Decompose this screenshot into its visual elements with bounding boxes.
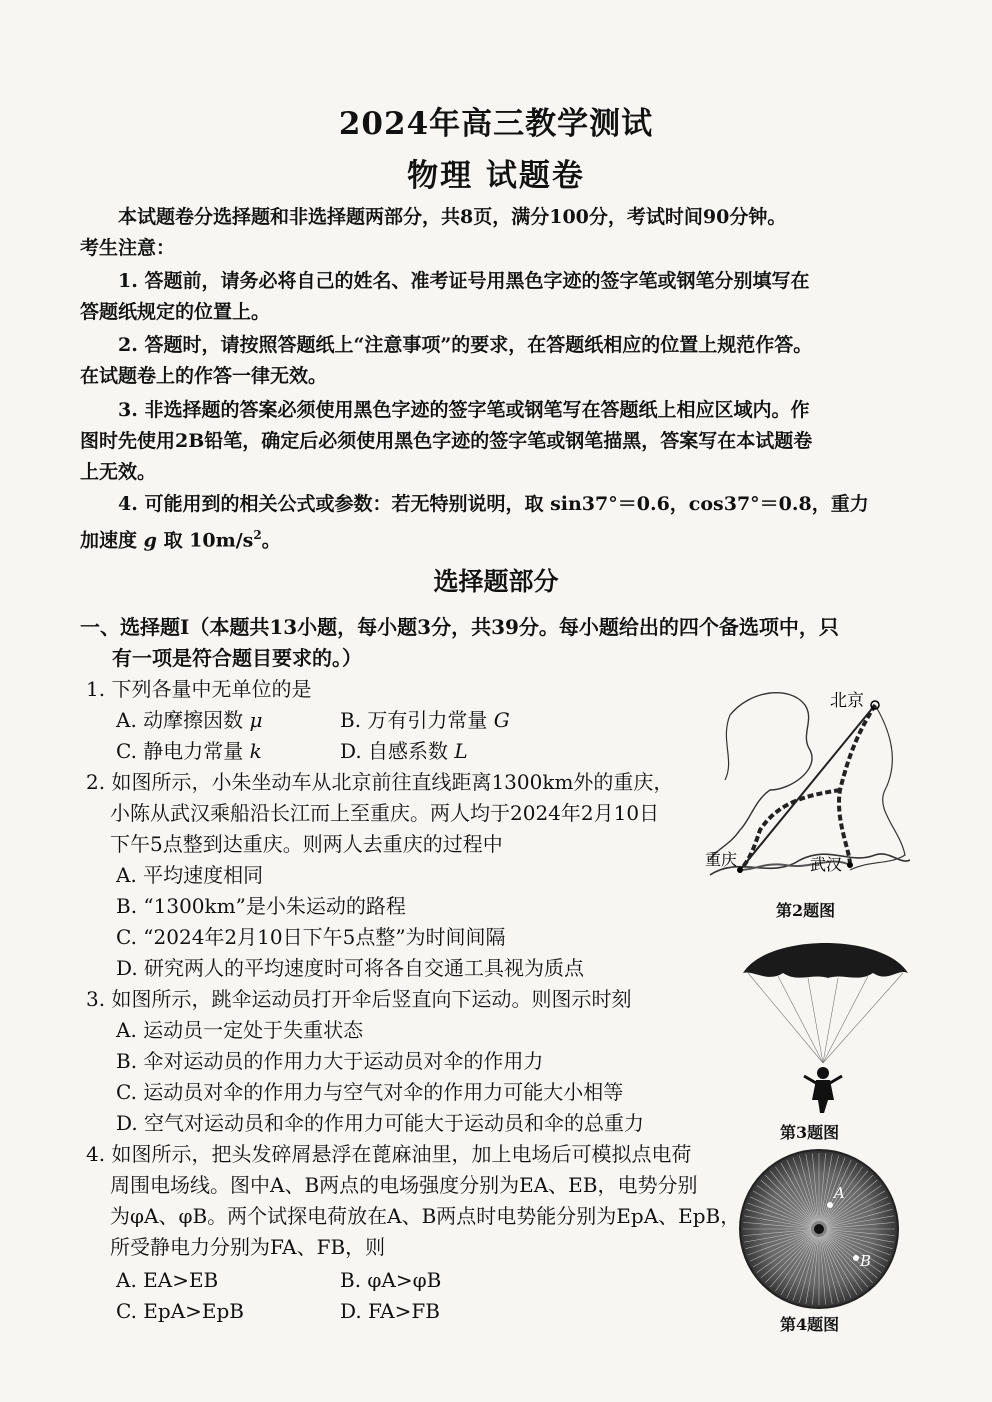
q1-d-var: L xyxy=(454,739,468,763)
q2-option-a: A. 平均速度相同 xyxy=(116,863,264,887)
part1-line1: 一、选择题Ⅰ（本题共13小题，每小题3分，共39分。每小题给出的四个备选项中，只 xyxy=(80,615,839,639)
notice-4b-pre: 加速度 xyxy=(80,529,138,552)
notice-4b-end: 。 xyxy=(261,529,281,552)
fig2-label-chongqing: 重庆 xyxy=(705,850,738,869)
q3-option-a: A. 运动员一定处于失重状态 xyxy=(116,1018,364,1042)
q1-option-d xyxy=(340,736,468,767)
notice-1b: 答题纸规定的位置上。 xyxy=(80,301,271,323)
q3-option-c: C. 运动员对伞的作用力与空气对伞的作用力可能大小相等 xyxy=(116,1080,624,1104)
fig2-label-beijing: 北京 xyxy=(830,691,864,711)
fig4-field-svg xyxy=(738,1148,900,1310)
fig3-parachute xyxy=(738,928,913,1118)
q1-a-text: A. 动摩擦因数 xyxy=(116,708,244,732)
q2-option-d: D. 研究两人的平均速度时可将各自交通工具视为质点 xyxy=(116,956,585,980)
q4-option-d: D. FA>FB xyxy=(340,1299,440,1323)
q1-option-b xyxy=(340,705,510,736)
page-title: 2024年高三教学测试 xyxy=(338,106,654,142)
notice-label: 考生注意： xyxy=(80,237,176,259)
part1-line2: 有一项是符合题目要求的。） xyxy=(112,646,362,670)
q1-a-var: μ xyxy=(249,708,263,732)
notice-4b-g: g xyxy=(143,529,157,552)
notice-3a: 3. 非选择题的答案必须使用黑色字迹的签字笔或钢笔写在答题纸上相应区域内。作 xyxy=(118,399,810,421)
q2-option-c: C. “2024年2月10日下午5点整”为时间间隔 xyxy=(116,925,506,949)
q4-stem-2: 周围电场线。图中A、B两点的电场强度分别为EA、EB，电势分别 xyxy=(110,1173,698,1197)
q3-stem: 3. 如图所示，跳伞运动员打开伞后竖直向下运动。则图示时刻 xyxy=(86,987,632,1011)
q4-stem-3: 为φA、φB。两个试探电荷放在A、B两点时电势能分别为EpA、EpB， xyxy=(110,1204,741,1228)
q1-option-c xyxy=(116,736,262,767)
intro-line: 本试题卷分选择题和非选择题两部分，共8页，满分100分，考试时间90分钟。 xyxy=(118,206,787,228)
fig2-caption: 第2题图 xyxy=(776,901,836,920)
q2-stem-1: 2. 如图所示，小朱坐动车从北京前往直线距离1300km外的重庆， xyxy=(86,770,674,794)
q2-option-b: B. “1300km”是小朱运动的路程 xyxy=(116,894,406,918)
fig2-map xyxy=(700,680,915,895)
q1-c-var: k xyxy=(249,739,262,763)
q1-d-text: D. 自感系数 xyxy=(340,739,449,763)
q2-stem-3: 下午5点整到达重庆。则两人去重庆的过程中 xyxy=(110,832,503,856)
fig2-label-wuhan: 武汉 xyxy=(810,855,843,874)
fig3-parachute-svg xyxy=(738,928,913,1118)
notice-3b: 图时先使用2B铅笔，确定后必须使用黑色字迹的签字笔或钢笔描黑，答案写在本试题卷 xyxy=(80,430,813,452)
q1-b-var: G xyxy=(493,708,510,732)
q4-stem-1: 4. 如图所示，把头发碎屑悬浮在蓖麻油里，加上电场后可模拟点电荷 xyxy=(86,1142,692,1166)
q4-option-b: B. φA>φB xyxy=(340,1268,442,1292)
notice-4b xyxy=(80,520,281,556)
notice-4b-mid: 取 10m/s xyxy=(163,529,254,552)
q3-option-b: B. 伞对运动员的作用力大于运动员对伞的作用力 xyxy=(116,1049,544,1073)
q1-c-text: C. 静电力常量 xyxy=(116,739,244,763)
fig3-caption: 第3题图 xyxy=(780,1123,840,1142)
page-subtitle: 物理 试题卷 xyxy=(407,158,585,194)
notice-4a: 4. 可能用到的相关公式或参数：若无特别说明，取 sin37°＝0.6，cos37°＝0.8，重力 xyxy=(118,493,869,515)
notice-3c: 上无效。 xyxy=(80,461,157,483)
q2-stem-2: 小陈从武汉乘船沿长江而上至重庆。两人均于2024年2月10日 xyxy=(110,801,660,825)
fig4-label-b: B xyxy=(860,1252,872,1270)
notice-2b: 在试题卷上的作答一律无效。 xyxy=(80,365,328,387)
q1-option-a xyxy=(116,705,263,736)
q4-option-a: A. EA>EB xyxy=(116,1268,219,1292)
q1-b-text: B. 万有引力常量 xyxy=(340,708,488,732)
q1-stem: 1. 下列各量中无单位的是 xyxy=(86,677,312,701)
q4-stem-4: 所受静电力分别为FA、FB，则 xyxy=(110,1235,386,1259)
fig4-label-a: A xyxy=(834,1184,845,1202)
q4-option-c: C. EpA>EpB xyxy=(116,1299,245,1323)
notice-4b-sup: 2 xyxy=(253,528,262,542)
notice-2a: 2. 答题时，请按照答题纸上“注意事项”的要求，在答题纸相应的位置上规范作答。 xyxy=(118,334,813,356)
fig4-field xyxy=(738,1148,900,1310)
section-title: 选择题部分 xyxy=(433,567,559,596)
q3-option-d: D. 空气对运动员和伞的作用力可能大于运动员和伞的总重力 xyxy=(116,1111,645,1135)
fig4-caption: 第4题图 xyxy=(780,1315,840,1334)
notice-1a: 1. 答题前，请务必将自己的姓名、准考证号用黑色字迹的签字笔或钢笔分别填写在 xyxy=(118,270,810,292)
fig2-map-svg xyxy=(700,680,915,895)
